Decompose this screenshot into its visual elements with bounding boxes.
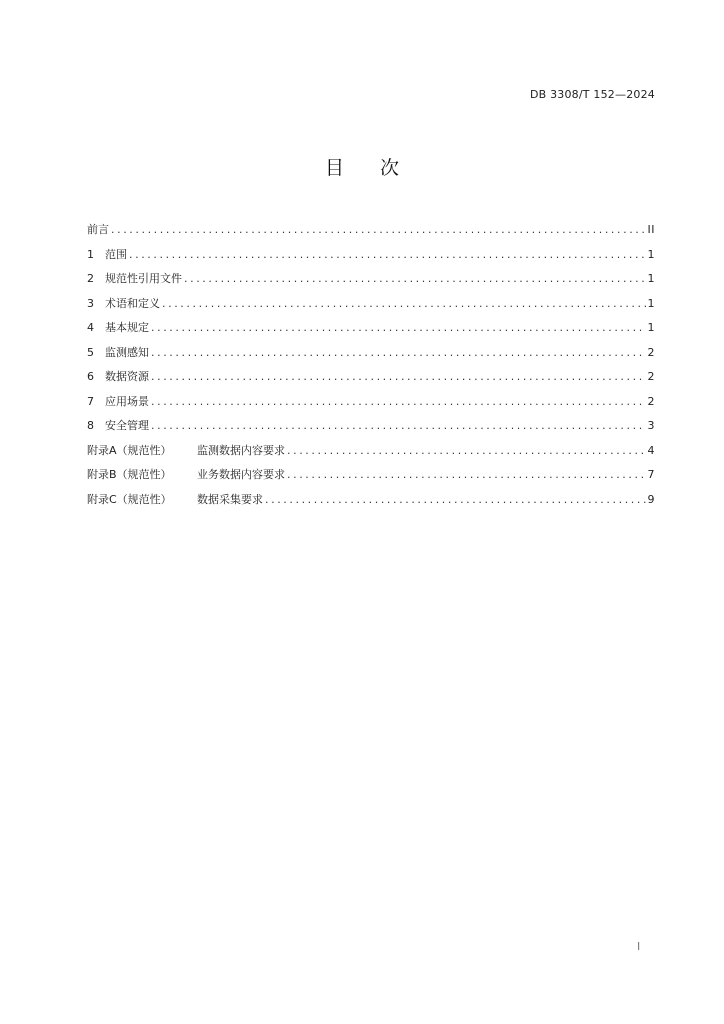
- toc-entry-number: 5: [87, 345, 94, 359]
- toc-dot-leader: [151, 316, 646, 341]
- toc-dot-leader: [287, 463, 646, 488]
- toc-entry-page: 1: [647, 272, 655, 285]
- toc-entry-page: 2: [647, 370, 655, 383]
- toc-entry-appendix-b[interactable]: [87, 463, 655, 488]
- toc-appendix-number: 附录A（规范性）: [87, 443, 172, 457]
- toc-dot-leader: [151, 365, 646, 390]
- toc-dot-leader: [287, 439, 646, 464]
- toc-entry-scope[interactable]: [87, 243, 655, 268]
- toc-entry-security-management[interactable]: [87, 414, 655, 439]
- toc-dot-leader: [151, 341, 646, 366]
- toc-entry-basic-provisions[interactable]: [87, 316, 655, 341]
- toc-entry-label: 前言: [87, 223, 109, 236]
- toc-entry-page: 1: [647, 247, 655, 261]
- toc-dot-leader: [151, 414, 646, 439]
- toc-entry-page: 1: [647, 296, 655, 310]
- toc-entry-monitoring-sensing[interactable]: [87, 341, 655, 366]
- toc-entry-label: 监测数据内容要求: [197, 443, 285, 457]
- toc-dot-leader: [129, 243, 646, 268]
- document-code: DB 3308/T 152—2024: [529, 88, 655, 101]
- toc-entry-label: 监测感知: [105, 345, 149, 359]
- toc-dot-leader: [151, 390, 646, 415]
- toc-entry-normative-references[interactable]: [87, 267, 655, 292]
- toc-dot-leader: [184, 267, 646, 292]
- toc-entry-number: 7: [87, 394, 94, 408]
- toc-entry-label: 数据采集要求: [197, 492, 263, 506]
- toc-entry-page: 2: [647, 394, 655, 408]
- toc-entry-page: 9: [647, 492, 655, 506]
- toc-entry-label: 规范性引用文件: [105, 272, 182, 285]
- toc-entry-page: 1: [647, 321, 655, 334]
- toc-title-char-2: 次: [380, 157, 400, 179]
- toc-title: [0, 153, 724, 180]
- toc-entry-terms-definitions[interactable]: [87, 292, 655, 317]
- toc-entry-data-resources[interactable]: [87, 365, 655, 390]
- toc-dot-leader: [111, 218, 646, 243]
- toc-entry-label: 术语和定义: [105, 296, 160, 310]
- toc-dot-leader: [265, 488, 646, 513]
- toc-entry-number: 3: [87, 296, 94, 310]
- toc-entry-label: 基本规定: [105, 321, 149, 334]
- toc-entry-label: 数据资源: [105, 370, 149, 383]
- toc-appendix-number: 附录C（规范性）: [87, 492, 172, 506]
- toc-dot-leader: [162, 292, 646, 317]
- toc-entry-number: 8: [87, 419, 94, 432]
- toc-title-char-1: 目: [324, 157, 344, 179]
- toc-entry-page: 2: [647, 345, 655, 359]
- toc-entry-label: 业务数据内容要求: [197, 468, 285, 481]
- toc-entry-label: 安全管理: [105, 419, 149, 432]
- toc-entry-application-scenarios[interactable]: [87, 390, 655, 415]
- toc-entry-page: II: [647, 223, 655, 236]
- toc-entry-number: 2: [87, 272, 94, 285]
- toc-entry-number: 6: [87, 370, 94, 383]
- toc-entry-label: 应用场景: [105, 394, 149, 408]
- toc-entry-number: 4: [87, 321, 94, 334]
- toc-entry-number: 1: [87, 247, 94, 261]
- toc-entry-appendix-c[interactable]: [87, 488, 655, 513]
- toc-entry-page: 4: [647, 443, 655, 457]
- toc-entry-page: 3: [647, 419, 655, 432]
- toc-entry-appendix-a[interactable]: [87, 439, 655, 464]
- toc-appendix-number: 附录B（规范性）: [87, 468, 172, 481]
- page-number: I: [637, 940, 641, 953]
- toc-entry-label: 范围: [105, 247, 127, 261]
- toc-entry-foreword[interactable]: [87, 218, 655, 243]
- toc-entry-page: 7: [647, 468, 655, 481]
- table-of-contents: [87, 218, 655, 512]
